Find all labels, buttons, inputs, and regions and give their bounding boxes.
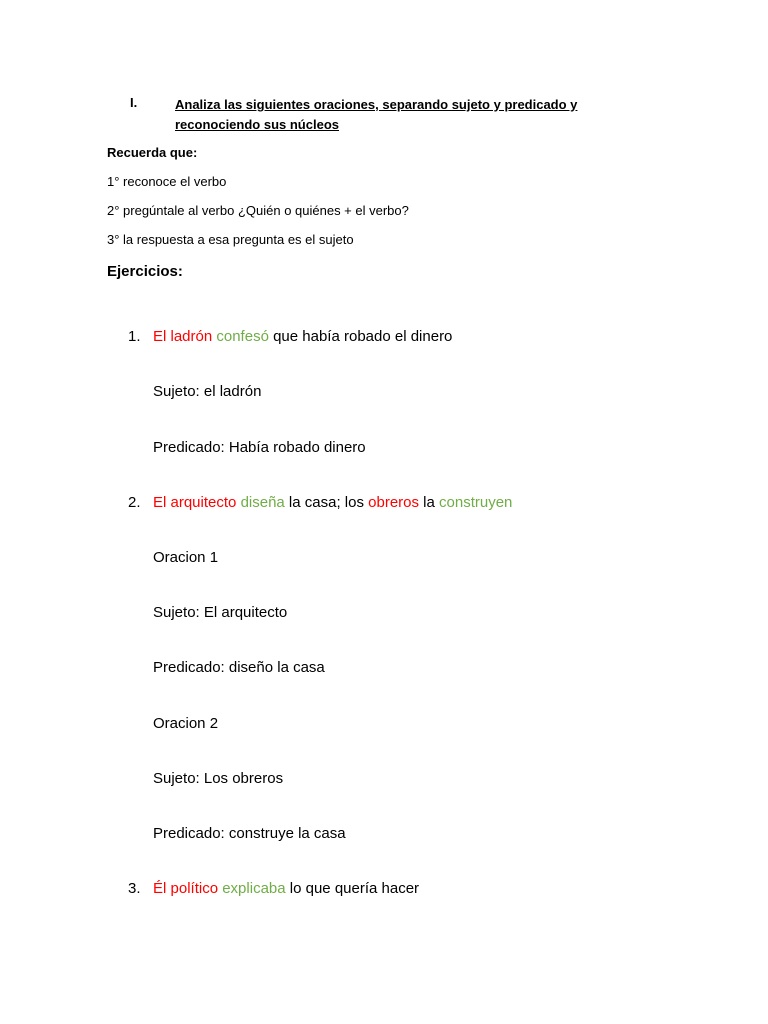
exercise-2-part: construyen — [439, 494, 513, 511]
exercise-3-number: 3. — [128, 880, 141, 897]
exercises-heading: Ejercicios: — [107, 263, 183, 280]
exercise-2-answer-predicate-2: Predicado: construye la casa — [153, 825, 346, 842]
exercise-2-answer-sentence-1: Oracion 1 — [153, 549, 219, 566]
exercise-1-part: El ladrón — [153, 328, 213, 345]
section-number: I. — [130, 95, 138, 110]
exercise-2-sentence — [153, 494, 512, 511]
exercise-2-answer-subject-2: Sujeto: Los obreros — [153, 770, 284, 787]
exercise-1-sentence — [153, 328, 452, 345]
exercise-1-answer-subject: Sujeto: el ladrón — [153, 383, 262, 400]
exercise-2-part: diseña — [240, 494, 285, 511]
exercise-1-answer-predicate: Predicado: Había robado dinero — [153, 439, 366, 456]
exercise-3-part: lo que quería hacer — [285, 880, 420, 897]
exercise-1-number: 1. — [128, 328, 141, 345]
exercise-2-answer-predicate-1: Predicado: diseño la casa — [153, 659, 325, 676]
exercise-1-part: que había robado el dinero — [268, 328, 453, 345]
reminder-heading: Recuerda que: — [107, 145, 198, 160]
reminder-step-3: 3° la respuesta a esa pregunta es el sujeto — [107, 232, 354, 247]
reminder-step-2: 2° pregúntale al verbo ¿Quién o quiénes + el verbo? — [107, 203, 409, 218]
exercise-2-part: El arquitecto — [153, 494, 237, 511]
exercise-2-answer-sentence-2: Oracion 2 — [153, 715, 219, 732]
exercise-2-number: 2. — [128, 494, 141, 511]
exercise-3-part: explicaba — [222, 880, 286, 897]
exercise-2-part: obreros — [368, 494, 419, 511]
section-title: Analiza las siguientes oraciones, separando sujeto y predicado y reconociendo sus núcleos — [175, 97, 578, 132]
exercise-2-answer-subject-1: Sujeto: El arquitecto — [153, 604, 288, 621]
exercise-2-part: la — [419, 494, 440, 511]
exercise-2-part: la casa; los — [284, 494, 369, 511]
exercise-1-part: confesó — [216, 328, 269, 345]
reminder-step-1: 1° reconoce el verbo — [107, 174, 227, 189]
exercise-3-sentence — [153, 880, 419, 897]
exercise-3-part: Él político — [153, 880, 219, 897]
